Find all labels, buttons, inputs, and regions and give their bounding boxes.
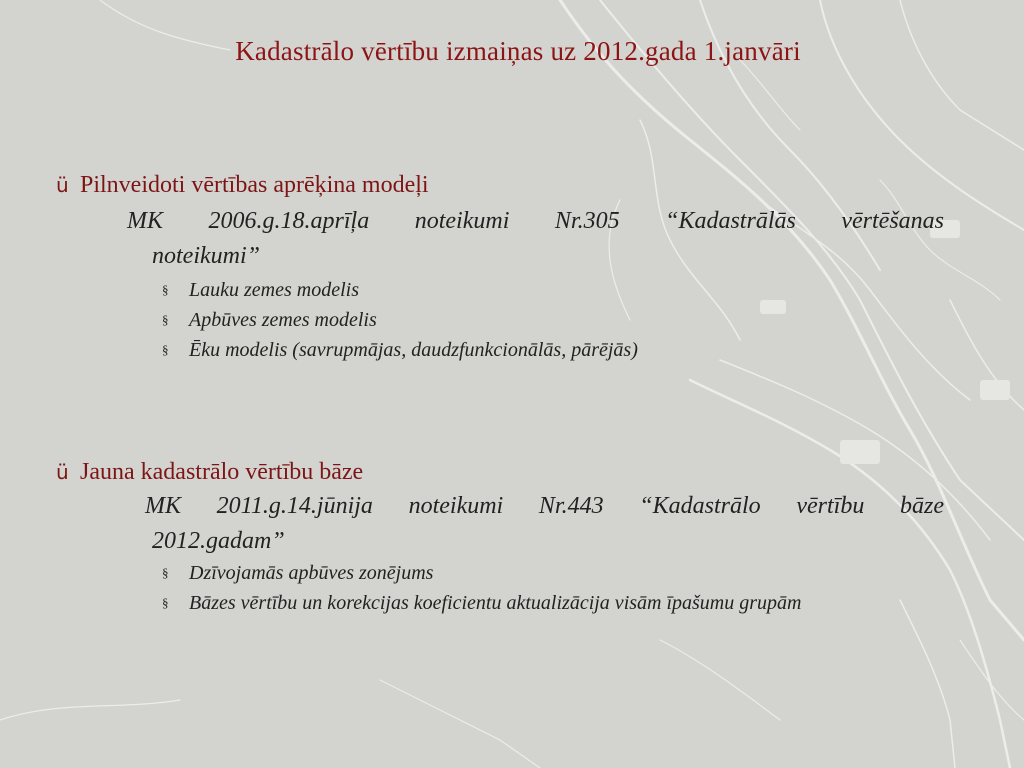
bullet-icon: § xyxy=(162,342,169,357)
section-heading-models xyxy=(56,172,429,199)
list-item-text: Lauku zemes modelis xyxy=(189,279,359,301)
bullet-icon: § xyxy=(162,312,169,327)
section-heading-text: Jauna kadastrālo vērtību bāze xyxy=(80,459,364,485)
slide-title: Kadastrālo vērtību izmaiņas uz 2012.gada 1.janvāri xyxy=(235,36,801,66)
list-item-text: Apbūves zemes modelis xyxy=(189,309,377,331)
bullet-icon: § xyxy=(162,595,169,610)
checkmark-icon: ü xyxy=(56,173,69,197)
model-list xyxy=(162,275,638,365)
checkmark-icon: ü xyxy=(56,460,69,484)
list-item xyxy=(162,305,638,335)
regulation-reference-line1: MK 2006.g.18.aprīļa noteikumi Nr.305 “Kadastrālās vērtēšanas xyxy=(127,208,944,234)
list-item xyxy=(162,558,801,588)
regulation-reference-line2: 2012.gadam” xyxy=(152,528,285,554)
section-heading-text: Pilnveidoti vērtības aprēķina modeļi xyxy=(80,172,429,198)
bullet-icon: § xyxy=(162,565,169,580)
regulation-reference-line2: noteikumi” xyxy=(152,243,260,269)
base-list xyxy=(162,558,801,618)
list-item xyxy=(162,275,638,305)
list-item xyxy=(162,335,638,365)
bullet-icon: § xyxy=(162,282,169,297)
list-item-text: Ēku modelis (savrupmājas, daudzfunkcionālās, pārējās) xyxy=(189,339,638,361)
regulation-reference-line1: MK 2011.g.14.jūnija noteikumi Nr.443 “Kadastrālo vērtību bāze xyxy=(145,493,944,519)
list-item-text: Bāzes vērtību un korekcijas koeficientu aktualizācija visām īpašumu grupām xyxy=(189,592,802,614)
list-item xyxy=(162,588,801,618)
section-heading-base xyxy=(56,459,363,486)
list-item-text: Dzīvojamās apbūves zonējums xyxy=(189,562,434,584)
